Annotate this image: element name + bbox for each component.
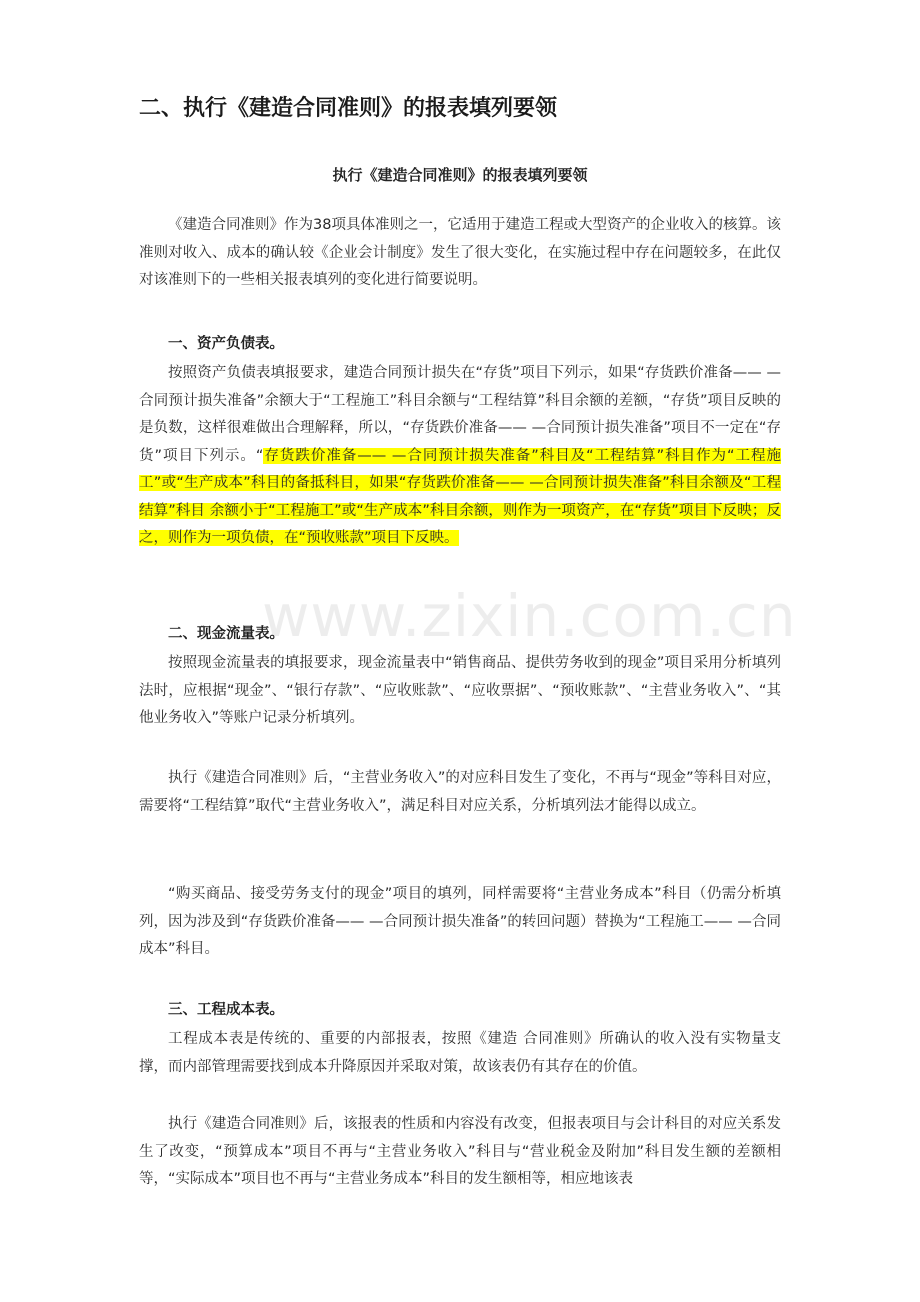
- cash-flow-paragraph-3: “购买商品、接受劳务支付的现金”项目的填列，同样需要将“主营业务成本”科目（仍需分析填列，因为涉及到“存货跌价准备—— —合同预计损失准备”的转回问题）替换为“工程施工—— —合同成本”科目。: [139, 886, 781, 957]
- balance-sheet-paragraph: [139, 360, 781, 553]
- section-heading-balance-sheet: 一、资产负债表。: [168, 336, 284, 352]
- section-heading-cash-flow: 二、现金流量表。: [168, 626, 284, 642]
- article-subtitle: 执行《建造合同准则》的报表填列要领: [332, 166, 588, 184]
- balance-sheet-text: 按照资产负债表填报要求，建造合同预计损失在“存货”项目下列示，如果“存货跌价准备—— —合同预计损失准备”余额大于“工程施工”科目余额与“工程结算”科目余额的差额，“存货”项目反映的是负数，这样很难做出合理解释，所以，“存货跌价准备—— —合同预计损失准备”项目不一定在“存货”项目下列示。“: [139, 365, 781, 464]
- cash-flow-paragraph-2: 执行《建造合同准则》后，“主营业务收入”的对应科目发生了变化，不再与“现金”等科目对应，需要将“工程结算”取代“主营业务收入”，满足科目对应关系，分析填列法才能得以成立。: [139, 770, 781, 814]
- cost-statement-paragraph-1: 工程成本表是传统的、重要的内部报表，按照《建造 合同准则》所确认的收入没有实物量支撑，而内部管理需要找到成本升降原因并采取对策，故该表仍有其存在的价值。: [139, 1031, 781, 1075]
- highlighted-text: 存货跌价准备—— —合同预计损失准备”科目及“工程结算”科目作为“工程施工”或“生产成本”科目的备抵科目，如果“存货跌价准备—— —合同预计损失准备”科目余额及“工程结算”科目 余额小于“工程施工”或“生产成本”科目余额，则作为一项资产，在“存货”项目下反映；反之，则作为一项负债，在“预收账款”项目下反映。: [139, 447, 782, 546]
- page-title: 二、执行《建造合同准则》的报表填列要领: [139, 96, 558, 121]
- intro-paragraph: 《建造合同准则》作为38项具体准则之一，它适用于建造工程或大型资产的企业收入的核算。该准则对收入、成本的确认较《企业会计制度》发生了很大变化，在实施过程中存在问题较多，在此仅对该准则下的一些相关报表填列的变化进行简要说明。: [139, 217, 781, 288]
- cost-statement-paragraph-2: 执行《建造合同准则》后，该报表的性质和内容没有改变，但报表项目与会计科目的对应关系发生了改变，“预算成本”项目不再与“主营业务收入”科目与“营业税金及附加”科目发生额的差额相等，“实际成本”项目也不再与“主营业务成本”科目的发生额相等，相应地该表: [139, 1116, 781, 1187]
- watermark: www.zixin.com.cn: [262, 582, 797, 650]
- section-heading-cost-statement: 三、工程成本表。: [168, 1002, 284, 1018]
- cash-flow-paragraph-1: 按照现金流量表的填报要求，现金流量表中“销售商品、提供劳务收到的现金”项目采用分析填列法时，应根据“现金”、“银行存款”、“应收账款”、“应收票据”、“预收账款”、“主营业务收入”、“其他业务收入”等账户记录分析填列。: [139, 655, 781, 726]
